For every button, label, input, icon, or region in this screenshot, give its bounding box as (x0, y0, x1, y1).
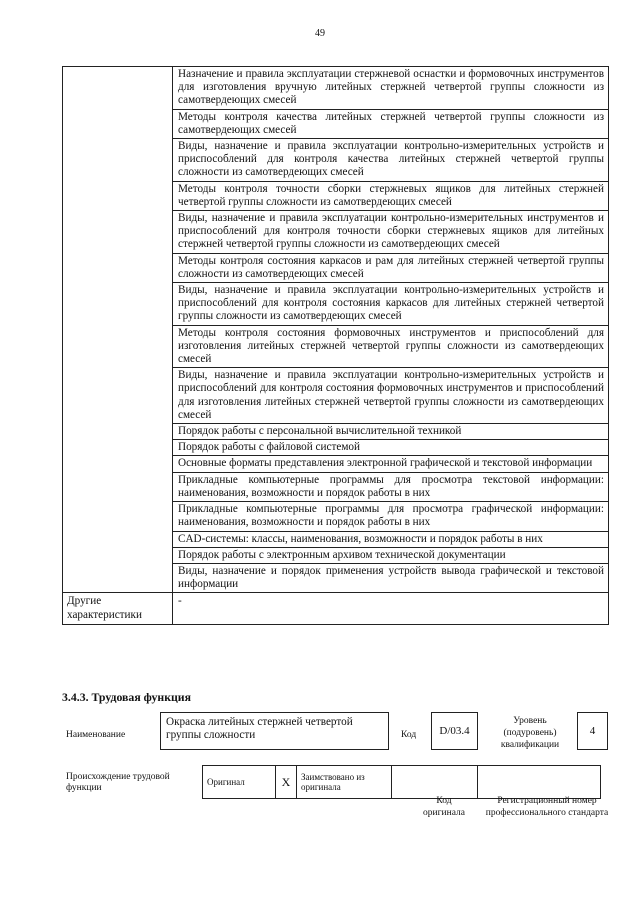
origin-row (203, 766, 601, 799)
origin-table (202, 765, 601, 799)
page-number: 49 (315, 28, 325, 39)
qualification-level-value: 4 (589, 725, 596, 737)
other-characteristics-value-cell (173, 593, 609, 624)
knowledge-item: Виды, назначение и правила эксплуатации контрольно-измерительных устройств и приспособлений для контроля состояния формовочных инструментов и приспособлений для изготовления литейных стержней четвертой группы сложности из самотвердеющих смесей (173, 367, 608, 423)
origin-label: Происхождение трудовой функции (66, 772, 170, 793)
knowledge-item: CAD-системы: классы, наименования, возможности и порядок работы в них (173, 531, 608, 547)
qualification-level-label: Уровень (подуровень) квалификации (500, 716, 560, 750)
code-original-cell (392, 766, 478, 799)
code-original-caption: Код оригинала (423, 796, 465, 818)
code-value-box (431, 712, 478, 750)
knowledge-item: Назначение и правила эксплуатации стержневой оснастки и формовочных инструментов для изготовления вручную литейных стержней четвертой группы сложности из самотвердеющих смесей (178, 68, 604, 107)
knowledge-item: Методы контроля состояния формовочных инструментов и приспособлений для изготовления литейных стержней четвертой группы сложности из самотвердеющих смесей (173, 325, 608, 368)
knowledge-item: Основные форматы представления электронной графической и текстовой информации (173, 455, 608, 471)
requirements-left-cell (63, 67, 173, 593)
name-value-box: Окраска литейных стержней четвертой группы сложности (160, 712, 389, 750)
knowledge-item: Порядок работы с электронным архивом технической документации (173, 547, 608, 563)
knowledge-item: Порядок работы с персональной вычислительной техникой (173, 423, 608, 439)
code-value: D/03.4 (439, 725, 470, 737)
knowledge-item: Порядок работы с файловой системой (173, 439, 608, 455)
knowledge-item: Виды, назначение и правила эксплуатации контрольно-измерительных устройств и приспособлений для контроля состояния каркасов для литейных стержней четвертой группы сложности из самотвердеющих смесей (173, 282, 608, 325)
knowledge-item: Прикладные компьютерные программы для просмотра графической информации: наименования, возможности и порядок работы в них (173, 501, 608, 530)
other-characteristics-label: Другие характеристики (67, 595, 142, 621)
registration-number-caption: Регистрационный номер профессионального стандарта (485, 796, 609, 818)
knowledge-item: Прикладные компьютерные программы для просмотра текстовой информации: наименования, возможности и порядок работы в них (173, 472, 608, 501)
knowledge-item: Виды, назначение и правила эксплуатации контрольно-измерительных устройств и приспособлений для контроля качества литейных стержней четвертой группы сложности из самотвердеющих смесей (173, 138, 608, 181)
borrowed-label: Заимствовано из оригинала (297, 766, 392, 799)
original-label: Оригинал (203, 766, 276, 799)
knowledge-item: Методы контроля качества литейных стержней четвертой группы сложности из самотвердеющих смесей (173, 109, 608, 138)
other-characteristics-row (63, 593, 609, 624)
section-heading: 3.4.3. Трудовая функция (62, 690, 191, 704)
other-characteristics-label-cell (63, 593, 173, 624)
other-characteristics-value: - (178, 595, 182, 608)
knowledge-item: Виды, назначение и порядок применения устройств вывода графической и текстовой информации (173, 563, 608, 592)
knowledge-item: Виды, назначение и правила эксплуатации контрольно-измерительных инструментов и приспособлений для контроля точности сборки стержневых ящиков для литейных стержней четвертой группы сложности из самотвердеющих смесей (173, 210, 608, 253)
original-mark: X (276, 766, 297, 799)
qualification-level-box (577, 712, 608, 750)
code-label: Код (401, 730, 417, 740)
knowledge-item: Методы контроля точности сборки стержневых ящиков для литейных стержней четвертой группы сложности из самотвердеющих смесей (173, 181, 608, 210)
name-label: Наименование (66, 730, 126, 740)
knowledge-row (63, 67, 609, 593)
registration-number-cell (478, 766, 601, 799)
knowledge-cell (173, 67, 609, 593)
requirements-table (62, 66, 609, 625)
knowledge-item: Методы контроля состояния каркасов и рам для литейных стержней четвертой группы сложности из самотвердеющих смесей (173, 253, 608, 282)
